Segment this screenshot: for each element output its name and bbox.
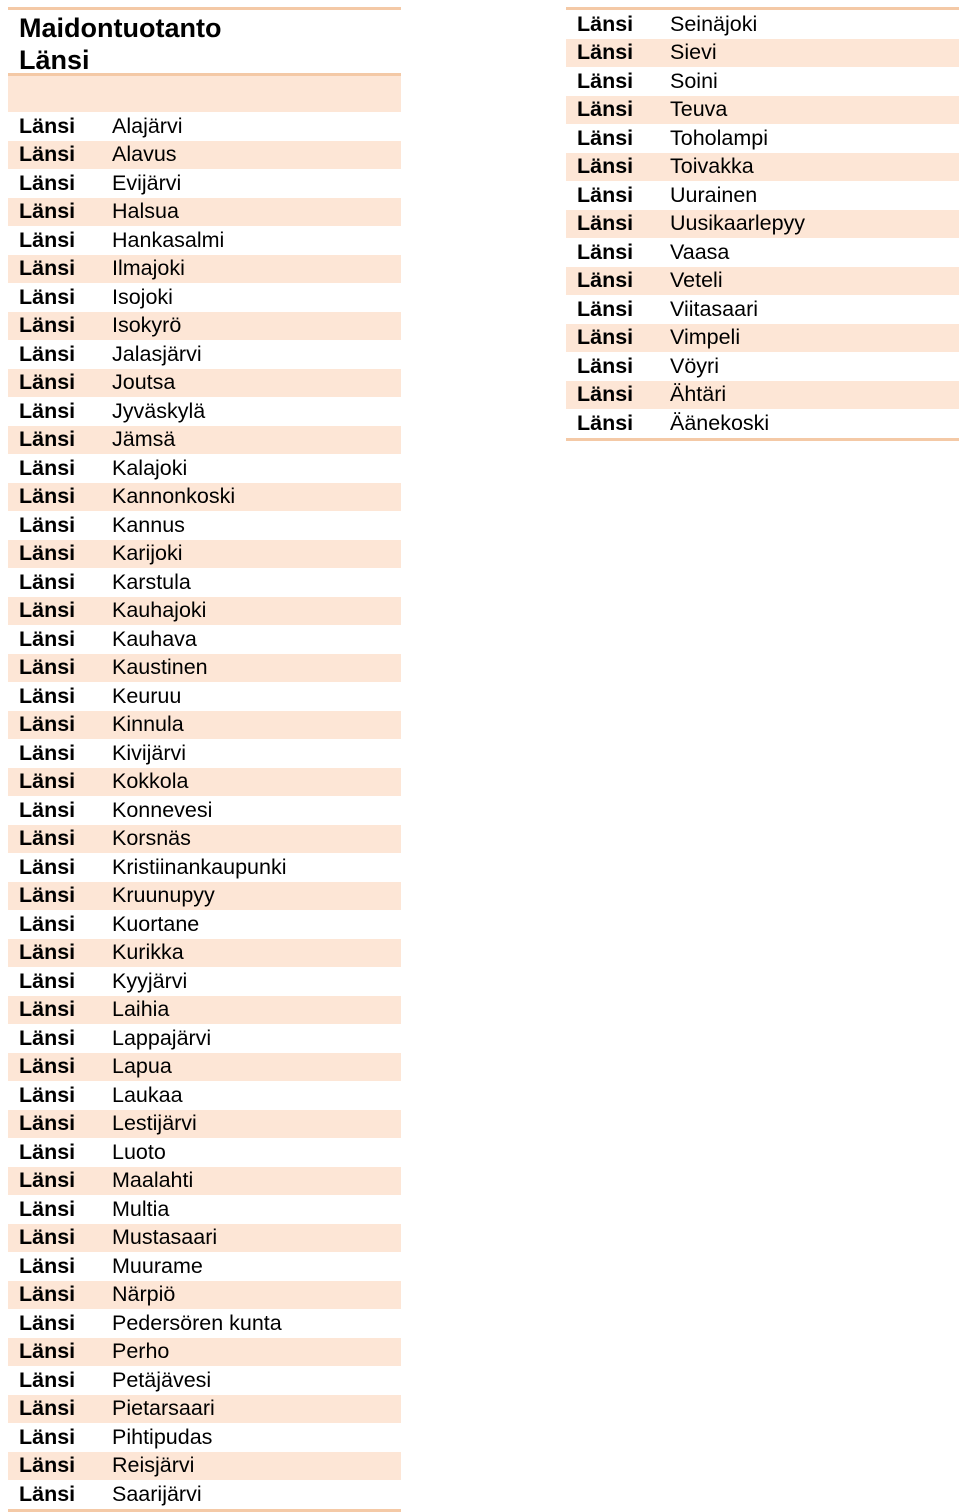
right-column-table (566, 7, 959, 441)
table-row (8, 1452, 401, 1481)
table-row (8, 853, 401, 882)
region-cell: Länsi (577, 125, 634, 150)
region-cell: Länsi (577, 11, 634, 36)
left-rows (8, 112, 401, 1509)
table-row (8, 340, 401, 369)
municipality-cell: Karijoki (112, 541, 183, 566)
municipality-cell: Vöyri (670, 353, 719, 378)
region-cell: Länsi (19, 484, 76, 509)
municipality-cell: Kinnula (112, 712, 184, 737)
left-column-table (8, 7, 401, 1512)
table-row (8, 967, 401, 996)
table-row (566, 39, 959, 68)
region-cell: Länsi (19, 740, 76, 765)
right-rows (566, 10, 959, 438)
municipality-cell: Isokyrö (112, 313, 182, 338)
table-row (8, 1138, 401, 1167)
region-cell: Länsi (19, 1253, 76, 1278)
municipality-cell: Mustasaari (112, 1225, 218, 1250)
table-row (8, 739, 401, 768)
table-row (8, 796, 401, 825)
table-row (8, 141, 401, 170)
region-cell: Länsi (577, 410, 634, 435)
table-row (8, 198, 401, 227)
municipality-cell: Toivakka (670, 154, 754, 179)
table-row (8, 312, 401, 341)
region-cell: Länsi (19, 883, 76, 908)
region-cell: Länsi (19, 199, 76, 224)
region-cell: Länsi (19, 854, 76, 879)
table-row (8, 682, 401, 711)
region-cell: Länsi (19, 1139, 76, 1164)
table-row (566, 267, 959, 296)
region-cell: Länsi (19, 1282, 76, 1307)
table-row (8, 397, 401, 426)
municipality-cell: Kivijärvi (112, 740, 187, 765)
municipality-cell: Jämsä (112, 427, 176, 452)
municipality-cell: Keuruu (112, 683, 182, 708)
region-cell: Länsi (577, 382, 634, 407)
municipality-cell: Kyyjärvi (112, 968, 188, 993)
municipality-cell: Kaustinen (112, 655, 208, 680)
municipality-cell: Reisjärvi (112, 1453, 195, 1478)
region-cell: Länsi (19, 256, 76, 281)
municipality-cell: Kuortane (112, 911, 200, 936)
bottom-rule (8, 1509, 401, 1512)
municipality-cell: Lapua (112, 1054, 172, 1079)
municipality-cell: Viitasaari (670, 296, 759, 321)
municipality-cell: Perho (112, 1339, 170, 1364)
region-cell: Länsi (19, 541, 76, 566)
table-row (566, 210, 959, 239)
table-row (8, 882, 401, 911)
table-row (8, 568, 401, 597)
table-row (566, 381, 959, 410)
table-row (8, 625, 401, 654)
municipality-cell: Kauhajoki (112, 598, 207, 623)
table-row (8, 1395, 401, 1424)
municipality-cell: Toholampi (670, 125, 768, 150)
region-cell: Länsi (19, 341, 76, 366)
table-row (8, 1252, 401, 1281)
table-row (8, 825, 401, 854)
region-cell: Länsi (19, 1424, 76, 1449)
municipality-cell: Korsnäs (112, 826, 191, 851)
municipality-cell: Ilmajoki (112, 256, 185, 281)
region-cell: Länsi (19, 797, 76, 822)
table-row (566, 238, 959, 267)
table-row (566, 96, 959, 125)
table-row (8, 1338, 401, 1367)
municipality-cell: Isojoki (112, 284, 173, 309)
table-row (8, 1309, 401, 1338)
region-cell: Länsi (577, 68, 634, 93)
table-row (8, 1423, 401, 1452)
municipality-cell: Vaasa (670, 239, 730, 264)
table-row (8, 768, 401, 797)
region-cell: Länsi (19, 940, 76, 965)
region-cell: Länsi (19, 569, 76, 594)
municipality-cell: Joutsa (112, 370, 176, 395)
municipality-cell: Halsua (112, 199, 179, 224)
municipality-cell: Kannonkoski (112, 484, 236, 509)
region-cell: Länsi (19, 398, 76, 423)
table-row (566, 67, 959, 96)
municipality-cell: Veteli (670, 268, 723, 293)
municipality-cell: Karstula (112, 569, 191, 594)
table-row (566, 295, 959, 324)
municipality-cell: Kokkola (112, 769, 189, 794)
table-row (566, 153, 959, 182)
municipality-cell: Kurikka (112, 940, 184, 965)
region-cell: Länsi (19, 997, 76, 1022)
municipality-cell: Närpiö (112, 1282, 176, 1307)
page-title (8, 10, 401, 73)
region-cell: Länsi (577, 182, 634, 207)
region-cell: Länsi (19, 284, 76, 309)
region-cell: Länsi (19, 113, 76, 138)
region-cell: Länsi (19, 1453, 76, 1478)
municipality-cell: Soini (670, 68, 718, 93)
region-cell: Länsi (19, 683, 76, 708)
table-row (566, 181, 959, 210)
municipality-cell: Laukaa (112, 1082, 183, 1107)
table-row (8, 939, 401, 968)
table-row (8, 169, 401, 198)
municipality-cell: Vimpeli (670, 325, 741, 350)
table-row (8, 1195, 401, 1224)
municipality-cell: Konnevesi (112, 797, 213, 822)
region-cell: Länsi (19, 1168, 76, 1193)
table-row (8, 1167, 401, 1196)
municipality-cell: Uurainen (670, 182, 758, 207)
region-cell: Länsi (19, 626, 76, 651)
table-row (8, 910, 401, 939)
table-row (8, 1224, 401, 1253)
municipality-cell: Kruunupyy (112, 883, 215, 908)
region-cell: Länsi (577, 239, 634, 264)
municipality-cell: Muurame (112, 1253, 203, 1278)
region-cell: Länsi (19, 170, 76, 195)
region-cell: Länsi (19, 826, 76, 851)
table-row (8, 996, 401, 1025)
table-row (566, 409, 959, 438)
region-cell: Länsi (19, 911, 76, 936)
table-row (8, 540, 401, 569)
region-cell: Länsi (577, 211, 634, 236)
table-row (8, 255, 401, 284)
municipality-cell: Kristiinankaupunki (112, 854, 287, 879)
region-cell: Länsi (19, 1310, 76, 1335)
region-cell: Länsi (577, 296, 634, 321)
region-cell: Länsi (577, 40, 634, 65)
empty-header-row (8, 76, 401, 112)
table-row (566, 324, 959, 353)
municipality-cell: Evijärvi (112, 170, 182, 195)
table-row (8, 511, 401, 540)
title-line-2: Länsi (19, 45, 90, 75)
municipality-cell: Teuva (670, 97, 728, 122)
title-line-1: Maidontuotanto (19, 13, 222, 43)
region-cell: Länsi (19, 142, 76, 167)
municipality-cell: Uusikaarlepyy (670, 211, 806, 236)
municipality-cell: Kalajoki (112, 455, 188, 480)
region-cell: Länsi (19, 598, 76, 623)
municipality-cell: Seinäjoki (670, 11, 758, 36)
municipality-cell: Maalahti (112, 1168, 194, 1193)
municipality-cell: Alavus (112, 142, 177, 167)
region-cell: Länsi (19, 512, 76, 537)
region-cell: Länsi (19, 1339, 76, 1364)
municipality-cell: Multia (112, 1196, 170, 1221)
bottom-rule (566, 438, 959, 441)
table-row (8, 112, 401, 141)
municipality-cell: Petäjävesi (112, 1367, 212, 1392)
table-row (8, 1366, 401, 1395)
region-cell: Länsi (19, 655, 76, 680)
region-cell: Länsi (19, 769, 76, 794)
municipality-cell: Kauhava (112, 626, 197, 651)
municipality-cell: Sievi (670, 40, 717, 65)
municipality-cell: Jyväskylä (112, 398, 206, 423)
table-row (8, 1480, 401, 1509)
table-row (8, 454, 401, 483)
municipality-cell: Pedersören kunta (112, 1310, 282, 1335)
table-row (566, 10, 959, 39)
region-cell: Länsi (19, 1054, 76, 1079)
region-cell: Länsi (19, 1481, 76, 1506)
region-cell: Länsi (19, 1111, 76, 1136)
region-cell: Länsi (19, 1196, 76, 1221)
table-row (8, 226, 401, 255)
municipality-cell: Lappajärvi (112, 1025, 212, 1050)
table-row (8, 1053, 401, 1082)
region-cell: Länsi (19, 227, 76, 252)
municipality-cell: Ähtäri (670, 382, 727, 407)
region-cell: Länsi (19, 1082, 76, 1107)
table-row (8, 597, 401, 626)
region-cell: Länsi (577, 154, 634, 179)
region-cell: Länsi (19, 712, 76, 737)
table-row (8, 1281, 401, 1310)
municipality-cell: Jalasjärvi (112, 341, 202, 366)
table-row (8, 1024, 401, 1053)
region-cell: Länsi (19, 968, 76, 993)
region-cell: Länsi (577, 353, 634, 378)
municipality-cell: Äänekoski (670, 410, 770, 435)
table-row (8, 654, 401, 683)
table-row (8, 1110, 401, 1139)
region-cell: Länsi (19, 1225, 76, 1250)
table-row (8, 283, 401, 312)
table-row (566, 124, 959, 153)
region-cell: Länsi (19, 455, 76, 480)
region-cell: Länsi (19, 1025, 76, 1050)
region-cell: Länsi (19, 427, 76, 452)
municipality-cell: Lestijärvi (112, 1111, 197, 1136)
table-row (566, 352, 959, 381)
municipality-cell: Pihtipudas (112, 1424, 213, 1449)
table-row (8, 483, 401, 512)
municipality-cell: Hankasalmi (112, 227, 225, 252)
table-row (8, 711, 401, 740)
region-cell: Länsi (19, 1367, 76, 1392)
table-row (8, 369, 401, 398)
municipality-cell: Saarijärvi (112, 1481, 202, 1506)
region-cell: Länsi (19, 1396, 76, 1421)
table-row (8, 1081, 401, 1110)
municipality-cell: Laihia (112, 997, 170, 1022)
region-cell: Länsi (577, 268, 634, 293)
municipality-cell: Kannus (112, 512, 185, 537)
region-cell: Länsi (19, 370, 76, 395)
municipality-cell: Pietarsaari (112, 1396, 215, 1421)
region-cell: Länsi (577, 97, 634, 122)
municipality-cell: Luoto (112, 1139, 166, 1164)
region-cell: Länsi (19, 313, 76, 338)
region-cell: Länsi (577, 325, 634, 350)
table-row (8, 426, 401, 455)
municipality-cell: Alajärvi (112, 113, 183, 138)
